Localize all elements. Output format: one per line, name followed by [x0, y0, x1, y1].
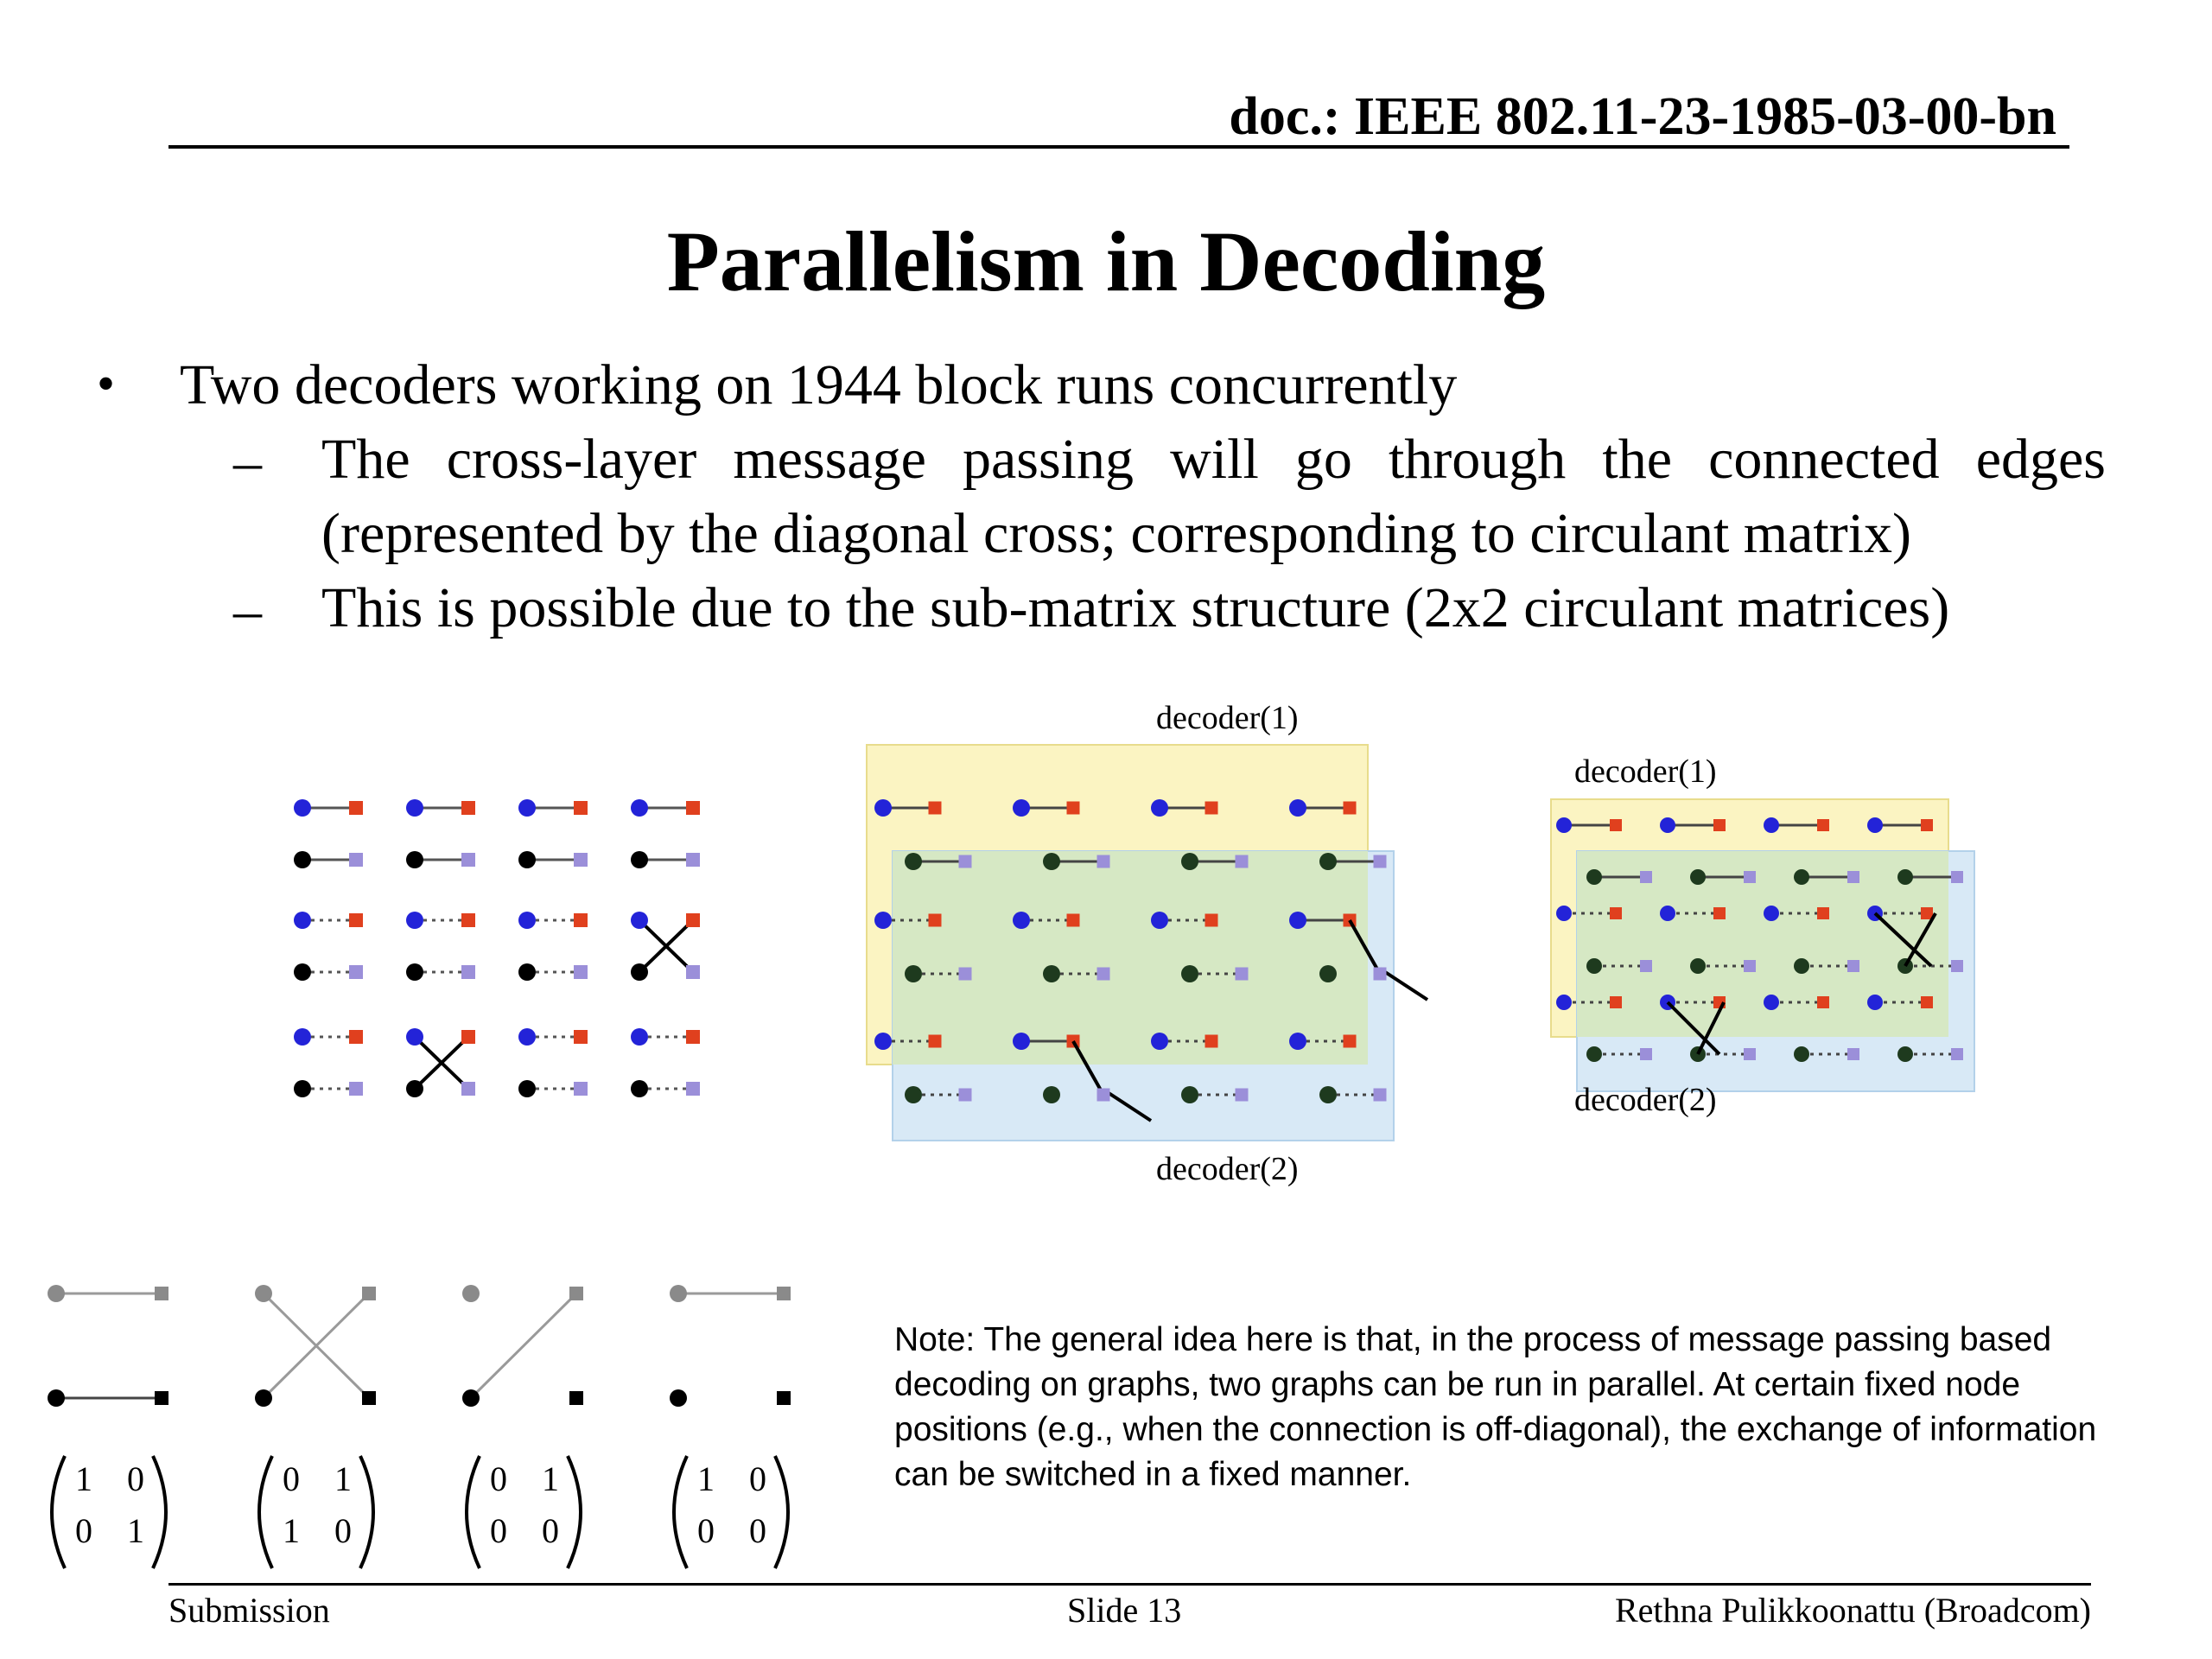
check-node [777, 1391, 791, 1405]
footer-author: Rethna Pulikkoonattu (Broadcom) [1614, 1591, 2091, 1630]
variable-node [874, 1033, 892, 1050]
check-node [959, 855, 972, 868]
check-node [349, 1082, 363, 1096]
check-node [574, 1082, 588, 1096]
check-node [686, 853, 700, 867]
check-node [1640, 1048, 1652, 1060]
decoder1-label: decoder(1) [1156, 700, 1299, 736]
check-node [461, 913, 475, 927]
check-node [1374, 968, 1387, 981]
matrix-entry: 0 [490, 1511, 507, 1550]
variable-node [631, 1080, 648, 1097]
variable-node [48, 1389, 65, 1407]
variable-node [631, 1028, 648, 1046]
matrix-right-paren [568, 1456, 581, 1568]
variable-node [406, 963, 423, 981]
variable-node [1289, 799, 1306, 817]
check-node [1067, 802, 1080, 815]
variable-node [1151, 912, 1168, 929]
variable-node [294, 1028, 311, 1046]
variable-node [518, 912, 536, 929]
check-node [1640, 871, 1652, 883]
variable-node [905, 965, 922, 982]
check-node [1344, 1035, 1357, 1048]
variable-node [1556, 906, 1572, 921]
bullet-marker: • [97, 355, 116, 412]
edge [471, 1294, 576, 1398]
variable-node [1586, 1046, 1602, 1062]
variable-node [631, 799, 648, 817]
variable-node [1867, 995, 1883, 1010]
variable-node [1586, 958, 1602, 974]
check-node [461, 1082, 475, 1096]
check-node [569, 1287, 583, 1300]
check-node [1817, 819, 1829, 831]
variable-node [294, 912, 311, 929]
check-node [1097, 855, 1110, 868]
matrix-right-paren [775, 1456, 788, 1568]
overlap-region-compact [1577, 851, 1948, 1037]
check-node [686, 913, 700, 927]
footer-rule [168, 1583, 2091, 1586]
check-node [155, 1287, 168, 1300]
variable-node [1181, 965, 1198, 982]
check-node [349, 853, 363, 867]
check-node [1640, 960, 1652, 972]
variable-node [1897, 869, 1913, 885]
variable-node [294, 1080, 311, 1097]
variable-node [631, 963, 648, 981]
variable-node [1289, 912, 1306, 929]
variable-node [1151, 799, 1168, 817]
check-node [461, 1030, 475, 1044]
check-node [1236, 968, 1249, 981]
variable-node [631, 851, 648, 868]
variable-node [1043, 1086, 1060, 1103]
variable-node [518, 799, 536, 817]
check-node [1817, 907, 1829, 919]
decoder2-label-compact: decoder(2) [1574, 1082, 1717, 1118]
matrix-left-paren [52, 1456, 65, 1568]
matrix-entry: 0 [334, 1511, 352, 1550]
check-node [1847, 871, 1859, 883]
bullet-main: Two decoders working on 1944 block runs concurrently [180, 353, 1458, 416]
check-node [349, 913, 363, 927]
variable-node [1764, 906, 1779, 921]
check-node [461, 965, 475, 979]
variable-node [1794, 869, 1809, 885]
variable-node [670, 1389, 687, 1407]
check-node [1205, 914, 1218, 927]
variable-node [1319, 965, 1337, 982]
check-node [461, 853, 475, 867]
sub-bullet-2: This is possible due to the sub-matrix structure (2x2 circulant matrices) [321, 576, 1950, 639]
variable-node [294, 799, 311, 817]
check-node [929, 914, 942, 927]
check-node [929, 802, 942, 815]
check-node [1951, 960, 1963, 972]
variable-node [406, 799, 423, 817]
variable-node [1289, 1033, 1306, 1050]
variable-node [1690, 869, 1706, 885]
variable-node [255, 1389, 272, 1407]
variable-node [1556, 817, 1572, 833]
check-node [686, 1082, 700, 1096]
slide-title: Parallelism in Decoding [666, 213, 1546, 309]
check-node [1951, 1048, 1963, 1060]
check-node [1610, 996, 1622, 1008]
check-node [1236, 1089, 1249, 1102]
variable-node [1013, 799, 1030, 817]
check-node [1744, 871, 1756, 883]
variable-node [1586, 869, 1602, 885]
matrix-left-paren [467, 1456, 480, 1568]
check-node [574, 913, 588, 927]
matrix-entry: 1 [75, 1459, 92, 1498]
check-node [1951, 871, 1963, 883]
footer-slide-number: Slide 13 [1067, 1591, 1182, 1630]
note-text: Note: The general idea here is that, in the process of message passing based decoding on graphs, two graphs can be run in parallel. At certain fixed node positions (e.g., when the connection is off-diagonal), the exchange of information can be switched in a fixed manner. [894, 1321, 2097, 1493]
overlap-region [893, 851, 1368, 1065]
check-node [1847, 1048, 1859, 1060]
matrix-entry: 0 [127, 1459, 144, 1498]
matrix-entry: 0 [542, 1511, 559, 1550]
variable-node [1690, 958, 1706, 974]
check-node [349, 1030, 363, 1044]
variable-node [1013, 912, 1030, 929]
variable-node [1867, 817, 1883, 833]
check-node [1097, 968, 1110, 981]
variable-node [518, 963, 536, 981]
variable-node [406, 1028, 423, 1046]
check-node [1744, 960, 1756, 972]
variable-node [1013, 1033, 1030, 1050]
variable-node [631, 912, 648, 929]
check-node [959, 1089, 972, 1102]
variable-node [1897, 1046, 1913, 1062]
variable-node [1764, 817, 1779, 833]
variable-node [294, 963, 311, 981]
variable-node [406, 912, 423, 929]
check-node [1610, 819, 1622, 831]
variable-node [48, 1285, 65, 1302]
check-node [1610, 907, 1622, 919]
doc-id-header: doc.: IEEE 802.11-23-1985-03-00-bn [1229, 87, 2056, 146]
check-node [569, 1391, 583, 1405]
check-node [686, 965, 700, 979]
matrix-entry: 1 [697, 1459, 715, 1498]
variable-node [1660, 817, 1675, 833]
variable-node [905, 853, 922, 870]
variable-node [1764, 995, 1779, 1010]
check-node [1744, 1048, 1756, 1060]
variable-node [1043, 965, 1060, 982]
check-node [1817, 996, 1829, 1008]
check-node [777, 1287, 791, 1300]
check-node [686, 801, 700, 815]
variable-node [1181, 853, 1198, 870]
variable-node [905, 1086, 922, 1103]
check-node [1344, 802, 1357, 815]
check-node [574, 853, 588, 867]
variable-node [1043, 853, 1060, 870]
check-node [1236, 855, 1249, 868]
check-node [574, 1030, 588, 1044]
matrix-entry: 1 [283, 1511, 300, 1550]
check-node [1205, 1035, 1218, 1048]
matrix-entry: 1 [127, 1511, 144, 1550]
check-node [1921, 996, 1933, 1008]
variable-node [874, 799, 892, 817]
variable-node [1556, 995, 1572, 1010]
sub-bullet-marker-2: – [233, 579, 262, 642]
check-node [461, 801, 475, 815]
variable-node [1319, 853, 1337, 870]
variable-node [670, 1285, 687, 1302]
check-node [574, 801, 588, 815]
matrix-entry: 1 [334, 1459, 352, 1498]
sub-bullet-1-line-1: The cross-layer message passing will go through the connected edges [321, 428, 2106, 491]
matrix-entry: 0 [697, 1511, 715, 1550]
variable-node [874, 912, 892, 929]
variable-node [1319, 1086, 1337, 1103]
check-node [929, 1035, 942, 1048]
variable-node [294, 851, 311, 868]
variable-node [1660, 906, 1675, 921]
check-node [1713, 907, 1726, 919]
variable-node [518, 1028, 536, 1046]
variable-node [406, 851, 423, 868]
check-node [349, 801, 363, 815]
variable-node [462, 1285, 480, 1302]
check-node [1205, 802, 1218, 815]
footer-submission: Submission [168, 1591, 330, 1630]
matrix-left-paren [259, 1456, 272, 1568]
matrix-right-paren [360, 1456, 373, 1568]
check-node [574, 965, 588, 979]
check-node [349, 965, 363, 979]
check-node [1097, 1089, 1110, 1102]
check-node [1374, 855, 1387, 868]
check-node [155, 1391, 168, 1405]
variable-node [462, 1389, 480, 1407]
variable-node [1181, 1086, 1198, 1103]
check-node [1374, 1089, 1387, 1102]
variable-node [1151, 1033, 1168, 1050]
check-node [1847, 960, 1859, 972]
variable-node [406, 1080, 423, 1097]
matrix-entry: 0 [75, 1511, 92, 1550]
check-node [1921, 819, 1933, 831]
sub-bullet-marker-1: – [233, 430, 262, 493]
matrix-entry: 1 [542, 1459, 559, 1498]
variable-node [255, 1285, 272, 1302]
variable-node [518, 1080, 536, 1097]
check-node [686, 1030, 700, 1044]
matrix-right-paren [153, 1456, 166, 1568]
decoder2-label: decoder(2) [1156, 1151, 1299, 1187]
check-node [362, 1391, 376, 1405]
variable-node [1794, 958, 1809, 974]
matrix-entry: 0 [490, 1459, 507, 1498]
matrix-left-paren [674, 1456, 687, 1568]
decoder1-label-compact: decoder(1) [1574, 753, 1717, 790]
check-node [959, 968, 972, 981]
matrix-entry: 0 [283, 1459, 300, 1498]
sub-bullet-1-line-2: (represented by the diagonal cross; corresponding to circulant matrix) [321, 502, 1912, 565]
check-node [362, 1287, 376, 1300]
variable-node [1794, 1046, 1809, 1062]
matrix-entry: 0 [749, 1459, 766, 1498]
matrix-entry: 0 [749, 1511, 766, 1550]
check-node [1713, 819, 1726, 831]
variable-node [518, 851, 536, 868]
check-node [1067, 914, 1080, 927]
